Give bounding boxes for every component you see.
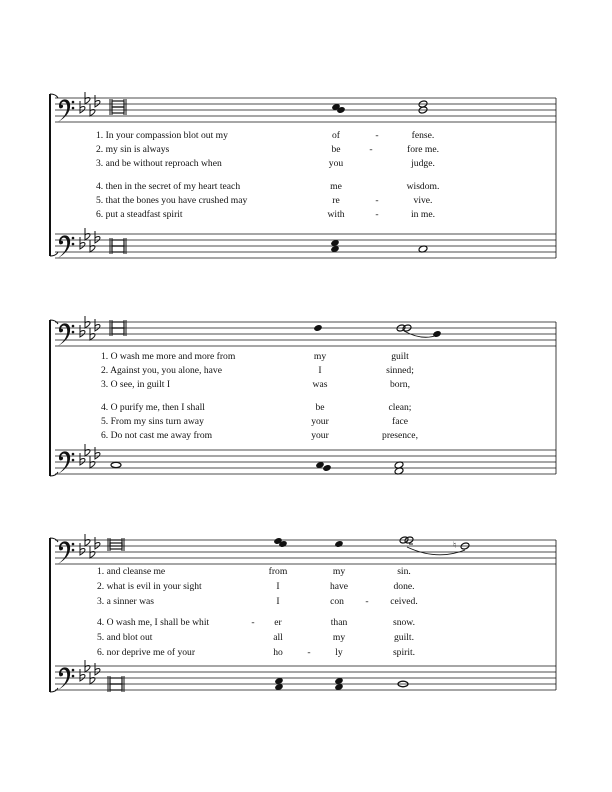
verse-text: 6. nor deprive me of your [97,647,196,658]
verse-syllable: guilt. [394,632,414,643]
verse-syllable: wisdom. [406,181,440,192]
syllable-hyphen: - [369,144,373,155]
verse-syllable: judge. [411,158,435,169]
verse-text: 1. In your compassion blot out my [96,130,228,141]
verse-syllable: my [313,351,327,362]
verse-syllable: clean; [388,402,412,413]
verse-text: 2. what is evil in your sight [97,581,202,592]
verse-syllable: snow. [392,617,416,628]
verse-syllable: your [311,416,329,427]
verse-text: 3. and be without reproach when [96,158,222,169]
system-1-staves [50,92,556,258]
syllable-hyphen: - [375,195,379,206]
verse-syllable: I [318,365,322,376]
verse-text: 5. and blot out [97,632,153,643]
verse-syllable: done. [393,581,415,592]
verse-syllable: my [332,632,346,643]
verse-syllable: your [311,430,329,441]
verse-text: 3. a sinner was [97,596,155,607]
verse-text: 6. Do not cast me away from [101,430,213,441]
system-3-staves [50,534,556,692]
svg-text:♮: ♮ [453,541,457,551]
system-2-staves [50,316,556,476]
verse-syllable: my [332,566,346,577]
verse-text: 6. put a steadfast spirit [96,209,183,220]
verse-text: 5. From my sins turn away [101,416,204,427]
verse-syllable: spirit. [392,647,416,658]
verse-syllable: presence, [382,430,418,441]
verse-syllable: I [276,581,280,592]
syllable-hyphen: - [365,596,369,607]
verse-syllable: be [315,402,325,413]
verse-syllable: ly [335,647,343,658]
verse-syllable: con [330,596,344,607]
verse-syllable: be [331,144,341,155]
verse-syllable: from [268,566,288,577]
verse-syllable: with [327,209,345,220]
verse-text: 1. O wash me more and more from [101,351,236,362]
verse-text: 4. O wash me, I shall be whit [97,617,210,628]
verse-text: 2. my sin is always [96,144,170,155]
verse-syllable: of [332,130,340,141]
verse-syllable: ho [273,647,283,658]
syllable-hyphen: - [251,617,255,628]
verse-text: 5. that the bones you have crushed may [96,195,248,206]
verse-syllable: guilt [391,351,409,362]
verse-syllable: born, [390,379,410,390]
verse-syllable: you [328,158,344,169]
verse-text: 2. Against you, you alone, have [101,365,222,376]
verse-syllable: have [329,581,349,592]
verse-syllable: all [273,632,283,643]
verse-text: 3. O see, in guilt I [101,379,171,390]
verse-syllable: was [312,379,328,390]
verse-text: 4. O purify me, then I shall [101,402,205,413]
verse-syllable: in me. [411,209,435,220]
verse-syllable: ceived. [390,596,418,607]
verse-syllable: me [330,181,342,192]
verse-syllable: face [392,416,408,427]
verse-syllable: re [332,195,340,206]
syllable-hyphen: - [375,130,379,141]
syllable-hyphen: - [307,647,311,658]
verse-syllable: fore me. [407,144,439,155]
verse-syllable: I [276,596,280,607]
verse-text: 1. and cleanse me [97,566,166,577]
verse-syllable: fense. [411,130,435,141]
verse-syllable: than [330,617,348,628]
verse-syllable: sin. [397,566,411,577]
verse-text: 4. then in the secret of my heart teach [96,181,241,192]
verse-syllable: vive. [413,195,433,206]
verse-syllable: er [274,617,282,628]
syllable-hyphen: - [375,209,379,220]
verse-syllable: sinned; [386,365,414,376]
